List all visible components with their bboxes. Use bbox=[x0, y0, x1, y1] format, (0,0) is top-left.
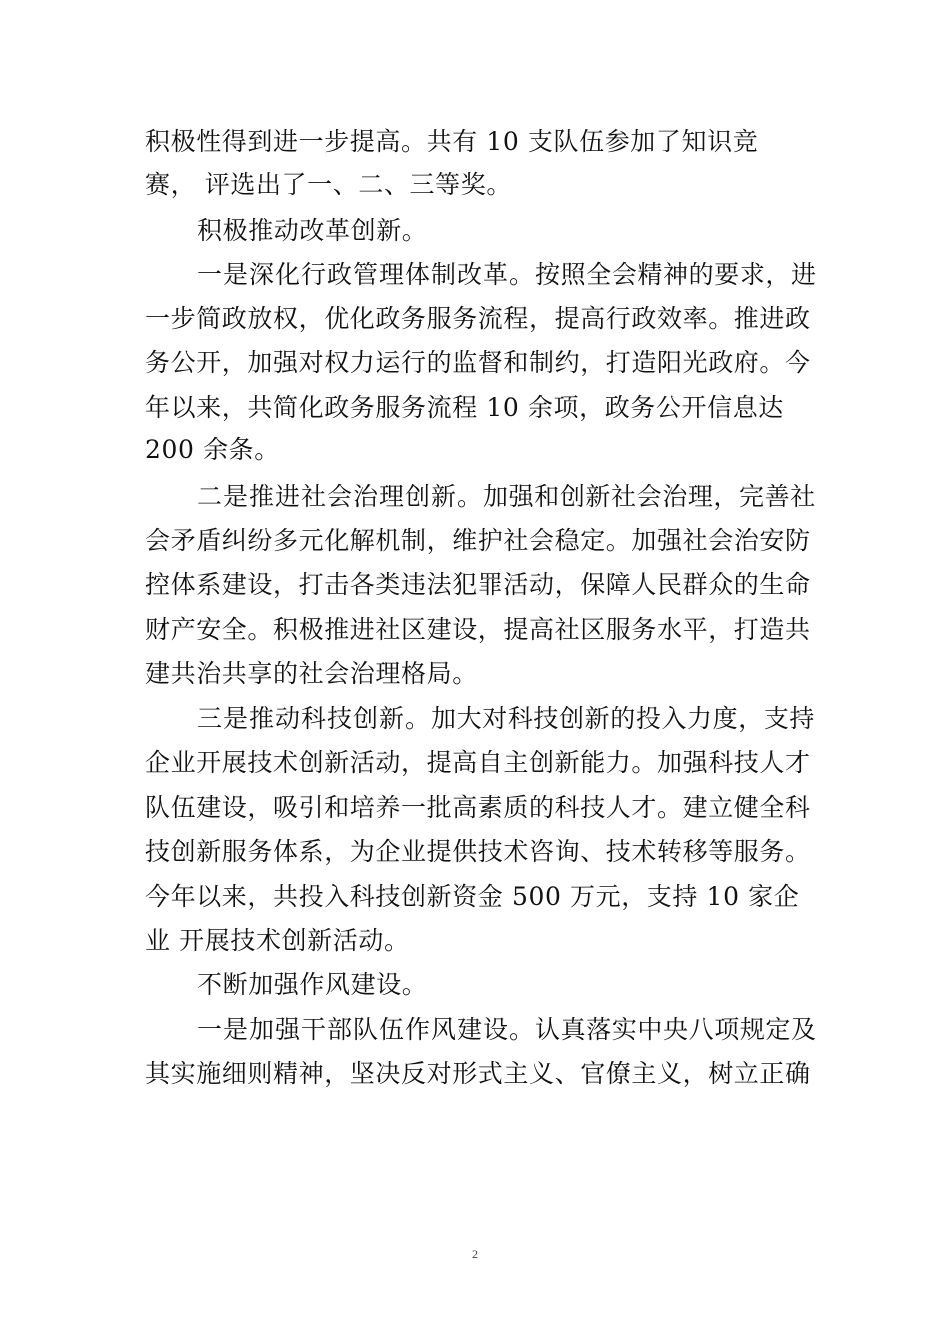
paragraph-line: 业 开展技术创新活动。 bbox=[145, 926, 410, 955]
paragraph-line: 队伍建设，吸引和培养一批高素质的科技人才。建立健全科 bbox=[145, 793, 811, 822]
paragraph-line: 其实施细则精神，坚决反对形式主义、官僚主义，树立正确 bbox=[145, 1059, 811, 1088]
paragraph-line: 一步简政放权，优化政务服务流程，提高行政效率。推进政 bbox=[145, 304, 811, 333]
paragraph-line: 务公开，加强对权力运行的监督和制约，打造阳光政府。今 bbox=[145, 348, 811, 377]
paragraph-text: 加强和创新社会治理，完善社 bbox=[483, 482, 816, 511]
paragraph-lead-in: 三是推动科技创新。 bbox=[197, 704, 432, 733]
paragraph-text: 加大对科技创新的投入力度，支持 bbox=[431, 704, 816, 733]
section-heading: 积极推动改革创新。 bbox=[197, 216, 428, 245]
paragraph-first-line bbox=[197, 480, 816, 514]
paragraph-line: 200 余条。 bbox=[145, 435, 280, 464]
paragraph-lead-in: 二是推进社会治理创新。 bbox=[197, 482, 484, 511]
paragraph-line: 今年以来，共投入科技创新资金 500 万元，支持 10 家企 bbox=[145, 882, 800, 911]
paragraph-lead-in: 一是加强干部队伍作风建设。 bbox=[197, 1015, 536, 1044]
paragraph-line: 企业开展技术创新活动，提高自主创新能力。加强科技人才 bbox=[145, 748, 811, 777]
paragraph-line: 技创新服务体系，为企业提供技术咨询、技术转移等服务。 bbox=[145, 837, 811, 866]
paragraph-line: 建共治共享的社会治理格局。 bbox=[145, 659, 478, 688]
paragraph-line: 年以来，共简化政务服务流程 10 余项，政务公开信息达 bbox=[145, 393, 784, 422]
paragraph-first-line bbox=[197, 702, 815, 736]
page-number: 2 bbox=[472, 1247, 478, 1261]
paragraph-line: 赛， 评选出了一、二、三等奖。 bbox=[145, 170, 512, 199]
paragraph-first-line bbox=[197, 1013, 817, 1047]
paragraph-line: 财产安全。积极推进社区建设，提高社区服务水平，打造共 bbox=[145, 615, 811, 644]
paragraph-lead-in: 一是深化行政管理体制改革。 bbox=[197, 260, 536, 289]
paragraph-text: 认真落实中央八项规定及 bbox=[535, 1015, 817, 1044]
section-heading: 不断加强作风建设。 bbox=[197, 970, 428, 999]
paragraph-text: 按照全会精神的要求，进 bbox=[535, 260, 817, 289]
paragraph-first-line bbox=[197, 258, 817, 292]
paragraph-line: 会矛盾纠纷多元化解机制，维护社会稳定。加强社会治安防 bbox=[145, 526, 811, 555]
paragraph-line: 控体系建设，打击各类违法犯罪活动，保障人民群众的生命 bbox=[145, 570, 811, 599]
paragraph-line: 积极性得到进一步提高。共有 10 支队伍参加了知识竞 bbox=[145, 127, 759, 156]
